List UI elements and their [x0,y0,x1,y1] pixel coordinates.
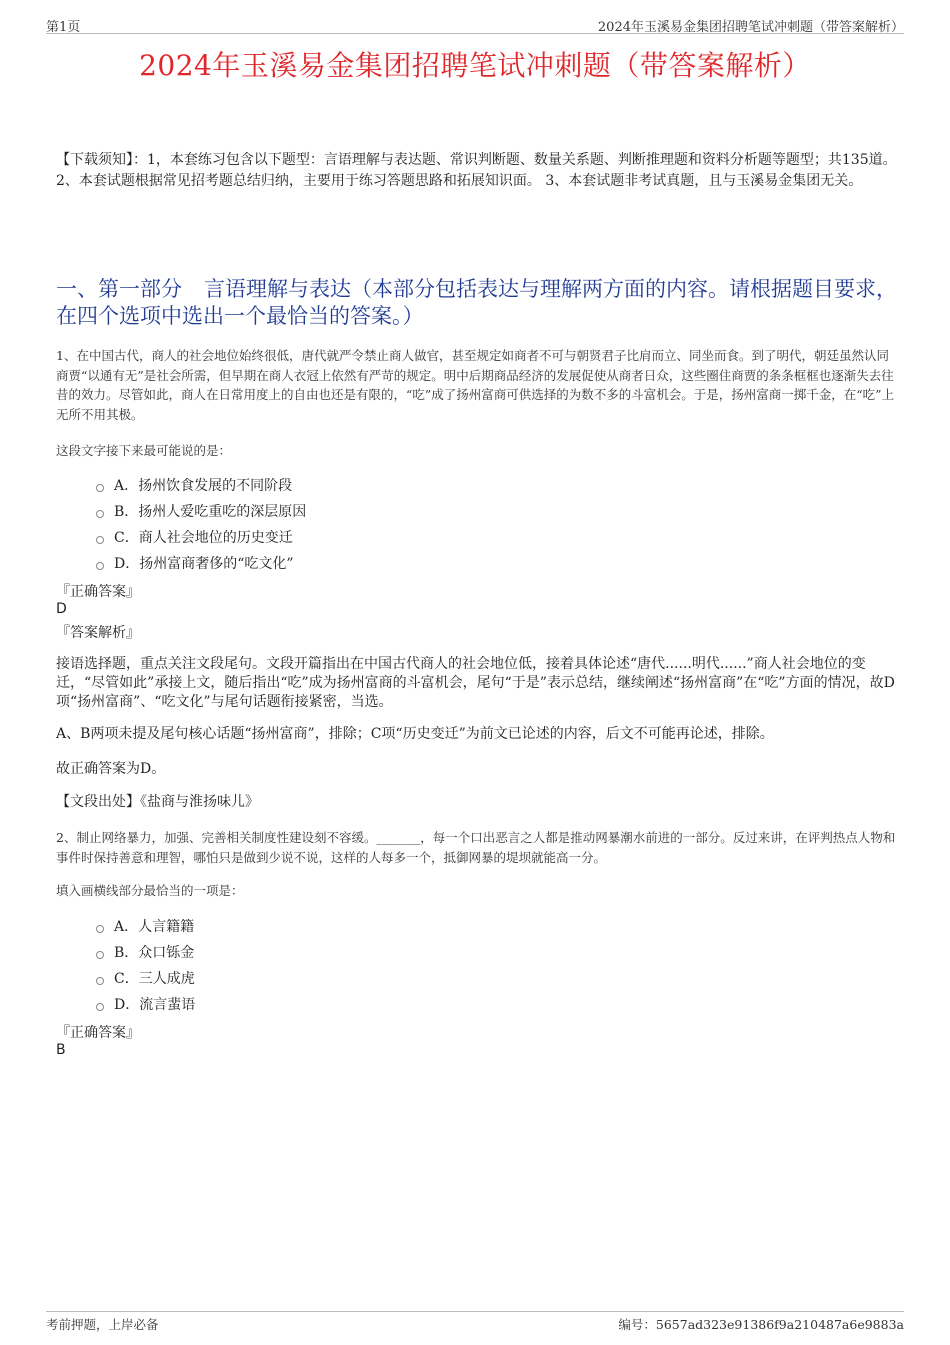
section-part: 一、第一部分 [56,277,182,301]
question-1-options [96,472,306,576]
option-c[interactable]: C．三人成虎 [96,965,195,991]
option-d[interactable]: D．流言蜚语 [96,991,195,1017]
analysis-label: 『答案解析』 [56,625,140,641]
answer-value: B [56,1042,66,1058]
section-heading [56,276,898,330]
question-2-prompt: 填入画横线部分最恰当的一项是： [56,883,244,898]
question-2-text: 2、制止网络暴力，加强、完善相关制度性建设刻不容缓。_______，每一个口出恶言之人都是推动网暴潮水前进的一部分。反过来讲，在评判热点人物和事件时保持善意和理智，哪怕只是做到少说不说，这样的人每多一个，抵御网暴的堤坝就能高一分。 [56,830,896,865]
answer-label: 『正确答案』 [56,1025,140,1041]
header-divider [46,33,904,34]
question-1-prompt: 这段文字接下来最可能说的是： [56,443,232,458]
radio-icon[interactable] [96,562,104,570]
page-footer [46,1315,904,1333]
analysis-paragraph-2: A、B两项未提及尾句核心话题“扬州富商”，排除；C项“历史变迁”为前文已论述的内容，后文不可能再论述，排除。 [56,726,774,742]
radio-icon[interactable] [96,510,104,518]
header-doc-title: 2024年玉溪易金集团招聘笔试冲刺题（带答案解析） [597,20,904,35]
answer-label: 『正确答案』 [56,584,140,600]
question-1-text: 1、在中国古代，商人的社会地位始终很低，唐代就严令禁止商人做官，甚至规定如商者不可与朝贤君子比肩而立、同坐而食。到了明代，朝廷虽然认同商贾“以通有无”是社会所需，但早期在商人衣冠上依然有严苛的规定。明中后期商品经济的发展促使从商者日众，这些圈住商贾的条条框框也逐渐失去往昔的效力。尽管如此，商人在日常用度上的自由也还是有限的，“吃”成了扬州富商可供选择的为数不多的斗富机会。于是，扬州富商一掷千金，在“吃”上无所不用其极。 [56,348,895,422]
download-notice: 【下载须知】：1，本套练习包含以下题型：言语理解与表达题、常识判断题、数量关系题、判断推理题和资料分析题等题型；共135道。 2、本套试题根据常见招考题总结归纳，主要用于练习答题思路和拓展知识面。 3、本套试题非考试真题，且与玉溪易金集团无关。 [56,152,897,189]
section-desc: 言语理解与表达（本部分包括表达与理解两方面的内容。请根据题目要求，在四个选项中选出一个最恰当的答案。） [56,277,897,328]
footer-slogan: 考前押题，上岸必备 [46,1317,159,1332]
answer-value: D [56,601,67,617]
radio-icon[interactable] [96,1003,104,1011]
page-header [46,16,904,34]
question-2-options [96,913,195,1017]
option-b[interactable]: B．扬州人爱吃重吃的深层原因 [96,498,306,524]
option-a[interactable]: A．人言籍籍 [96,913,195,939]
page-number: 第1页 [46,20,81,35]
document-title: 2024年玉溪易金集团招聘笔试冲刺题（带答案解析） [139,49,811,82]
radio-icon[interactable] [96,536,104,544]
option-b[interactable]: B．众口铄金 [96,939,195,965]
radio-icon[interactable] [96,951,104,959]
document-id: 编号：5657ad323e91386f9a210487a6e9883a [618,1317,904,1332]
analysis-conclusion: 故正确答案为D。 [56,761,166,777]
option-d[interactable]: D．扬州富商奢侈的“吃文化” [96,550,306,576]
footer-divider [46,1311,904,1312]
analysis-source: 【文段出处】《盐商与淮扬味儿》 [56,794,259,810]
radio-icon[interactable] [96,925,104,933]
radio-icon[interactable] [96,484,104,492]
option-a[interactable]: A．扬州饮食发展的不同阶段 [96,472,306,498]
option-c[interactable]: C．商人社会地位的历史变迁 [96,524,306,550]
radio-icon[interactable] [96,977,104,985]
analysis-paragraph-1: 接语选择题，重点关注文段尾句。文段开篇指出在中国古代商人的社会地位低，接着具体论述“唐代......明代......”商人社会地位的变迁，“尽管如此”承接上文，随后指出“吃”成为扬州富商的斗富机会，尾句“于是”表示总结，继续阐述“扬州富商”在“吃”方面的情况，故D项“扬州富商”、“吃文化”与尾句话题衔接紧密，当选。 [56,656,895,710]
